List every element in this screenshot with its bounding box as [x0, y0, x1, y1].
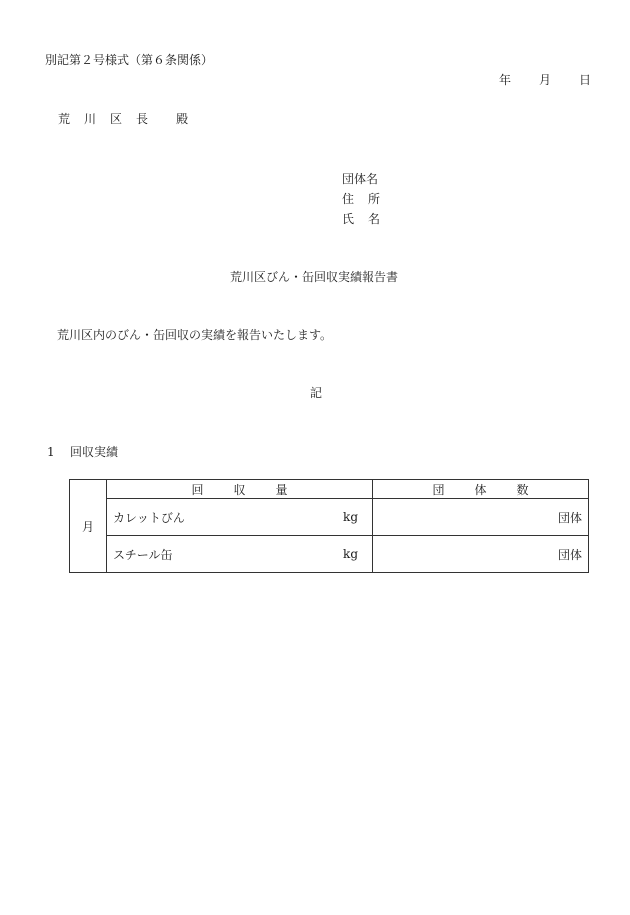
addressee-char: 荒 — [58, 112, 71, 126]
results-table — [69, 479, 589, 573]
name-label: 氏 名 — [342, 212, 381, 226]
amount-cell — [107, 499, 373, 536]
groups-header: 団 体 数 — [373, 480, 589, 499]
section-title: 回収実績 — [70, 445, 119, 459]
group-name-label: 団体名 — [342, 172, 379, 186]
amount-cell — [107, 536, 373, 573]
date-year-label: 年 — [499, 73, 512, 87]
item-label: スチール缶 — [113, 547, 173, 562]
sender-block — [342, 169, 380, 229]
section-number: 1 — [47, 445, 55, 459]
month-cell: 月 — [70, 480, 107, 573]
addressee-char: 区 — [110, 112, 123, 126]
amount-header: 回 収 量 — [107, 480, 373, 499]
form-number: 別記第２号様式（第６条関係） — [45, 53, 214, 67]
section-heading — [47, 443, 118, 460]
groups-cell: 団体 — [373, 536, 589, 573]
item-label: カレットびん — [113, 510, 185, 525]
date-month-label: 月 — [539, 73, 552, 87]
address-label: 住 所 — [342, 192, 381, 206]
ki-marker: 記 — [310, 386, 323, 400]
report-title: 荒川区びん・缶回収実績報告書 — [230, 270, 399, 284]
addressee-honorific: 殿 — [176, 112, 189, 126]
table-row — [70, 499, 589, 536]
date-line — [499, 71, 591, 88]
addressee-char: 長 — [136, 112, 149, 126]
unit-label: kg — [343, 547, 358, 561]
unit-label: kg — [343, 510, 358, 524]
addressee — [58, 110, 188, 127]
table-row — [70, 536, 589, 573]
date-day-label: 日 — [579, 73, 592, 87]
body-text: 荒川区内のびん・缶回収の実績を報告いたします。 — [57, 328, 333, 342]
addressee-char: 川 — [84, 112, 97, 126]
groups-cell: 団体 — [373, 499, 589, 536]
